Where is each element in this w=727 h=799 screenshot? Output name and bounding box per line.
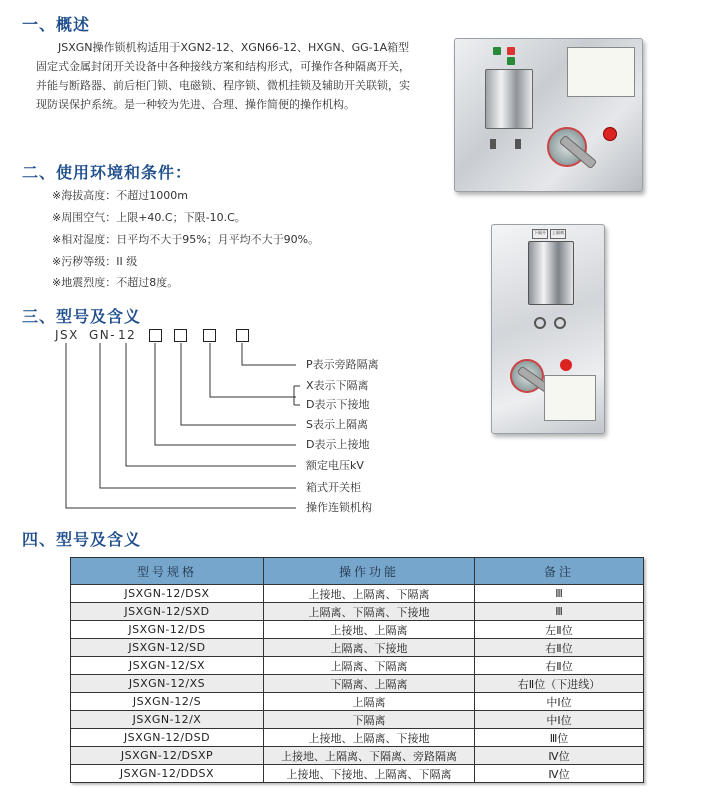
section3-heading: 三、型号及含义 [22, 307, 142, 326]
meaning-label: S表示上隔离 [306, 418, 368, 431]
meaning-label: 箱式开关柜 [306, 481, 361, 494]
function-cell: 上隔离 [264, 693, 475, 711]
meaning-label: 额定电压kV [306, 459, 364, 472]
table-row [71, 585, 644, 603]
meaning-label: D表示下接地 [306, 398, 370, 411]
function-cell: 下隔离 [264, 711, 475, 729]
pin-icon [490, 139, 496, 149]
tag-left: 下隔开 [532, 229, 548, 239]
code-box [149, 329, 162, 342]
column-header: 操作功能 [264, 558, 475, 585]
note-cell: 右Ⅱ位（下进线） [475, 675, 644, 693]
function-cell: 上隔离、下隔离 [264, 657, 475, 675]
table-header-row [71, 558, 644, 585]
column-header: 备注 [475, 558, 644, 585]
meaning-label: X表示下隔离 [306, 379, 369, 392]
function-cell: 上接地、上隔离、下隔离、旁路隔离 [264, 747, 475, 765]
condition-item: ※污秽等级：II 级 [52, 255, 138, 268]
green-indicator-icon [493, 47, 501, 55]
note-cell: Ⅳ位 [475, 765, 644, 783]
condition-item: ※相对湿度：日平均不大于95%；月平均不大于90%。 [52, 233, 320, 246]
note-cell: 左Ⅱ位 [475, 621, 644, 639]
pin-icon [515, 139, 521, 149]
table-row [71, 603, 644, 621]
overview-paragraph: JSXGN操作锁机构适用于XGN2-12、XGN66-12、HXGN、GG-1A箱型固定式金属封闭开关设备中各种接线方案和结构形式，可操作各种隔离开关，并能与断路器、前后柜门锁、电磁锁、程序锁、微机挂锁及辅助开关联锁，实现防误保护系统。是一种较为先进、合理、操作简便的操作机构。 [36, 41, 410, 111]
model-cell: JSXGN-12/DDSX [71, 765, 264, 783]
note-cell: Ⅲ [475, 585, 644, 603]
note-cell: 右Ⅱ位 [475, 657, 644, 675]
meaning-label: D表示上接地 [306, 438, 370, 451]
nameplate [567, 47, 635, 97]
condition-item: ※周围空气：上限+40.C；下限-10.C。 [52, 211, 246, 224]
lever-assembly [485, 69, 533, 129]
nameplate [544, 375, 596, 421]
red-button-icon [603, 127, 617, 141]
ring-icon [534, 317, 546, 329]
model-cell: JSXGN-12/SX [71, 657, 264, 675]
model-table [70, 557, 644, 783]
note-cell: 右Ⅱ位 [475, 639, 644, 657]
note-cell: Ⅳ位 [475, 747, 644, 765]
model-code-part: JSX [55, 328, 79, 342]
model-cell: JSXGN-12/DS [71, 621, 264, 639]
code-box [174, 329, 187, 342]
table-row [71, 765, 644, 783]
mechanism-photo-1 [454, 38, 643, 192]
model-cell: JSXGN-12/SXD [71, 603, 264, 621]
function-cell: 上接地、下接地、上隔离、下隔离 [264, 765, 475, 783]
table-row [71, 693, 644, 711]
model-cell: JSXGN-12/SD [71, 639, 264, 657]
meaning-label: P表示旁路隔离 [306, 358, 379, 371]
mechanism-photo-2 [491, 224, 605, 434]
green-indicator-icon [507, 57, 515, 65]
model-cell: JSXGN-12/S [71, 693, 264, 711]
model-cell: JSXGN-12/DSX [71, 585, 264, 603]
model-code-part: GN- [89, 328, 117, 342]
lever-assembly [528, 241, 574, 305]
note-cell: 中Ⅰ位 [475, 711, 644, 729]
model-cell: JSXGN-12/XS [71, 675, 264, 693]
function-cell: 上接地、上隔离、下接地 [264, 729, 475, 747]
table-row [71, 639, 644, 657]
note-cell: Ⅲ [475, 603, 644, 621]
code-box [203, 329, 216, 342]
column-header: 型号规格 [71, 558, 264, 585]
table-row [71, 711, 644, 729]
code-box [236, 329, 249, 342]
tag-right: 上隔离 [550, 229, 566, 239]
table-row [71, 657, 644, 675]
condition-item: ※海拔高度：不超过1000m [52, 189, 188, 202]
section2-heading: 二、使用环境和条件： [22, 163, 193, 182]
condition-item: ※地震烈度：不超过8度。 [52, 276, 179, 289]
table-row [71, 729, 644, 747]
table-row [71, 747, 644, 765]
model-cell: JSXGN-12/DSXP [71, 747, 264, 765]
function-cell: 上隔离、下接地 [264, 639, 475, 657]
model-cell: JSXGN-12/X [71, 711, 264, 729]
red-indicator-icon [507, 47, 515, 55]
function-cell: 上隔离、下隔离、下接地 [264, 603, 475, 621]
function-cell: 下隔离、上隔离 [264, 675, 475, 693]
note-cell: 中Ⅰ位 [475, 693, 644, 711]
table-row [71, 675, 644, 693]
model-cell: JSXGN-12/DSD [71, 729, 264, 747]
note-cell: Ⅲ位 [475, 729, 644, 747]
section4-heading: 四、型号及含义 [22, 530, 142, 549]
section1-heading: 一、概述 [22, 15, 91, 34]
function-cell: 上接地、上隔离、下隔离 [264, 585, 475, 603]
table-row [71, 621, 644, 639]
red-button-icon [560, 359, 572, 371]
ring-icon [554, 317, 566, 329]
meaning-label: 操作连锁机构 [306, 501, 372, 514]
model-code-part: 12 [118, 328, 137, 342]
function-cell: 上接地、上隔离 [264, 621, 475, 639]
